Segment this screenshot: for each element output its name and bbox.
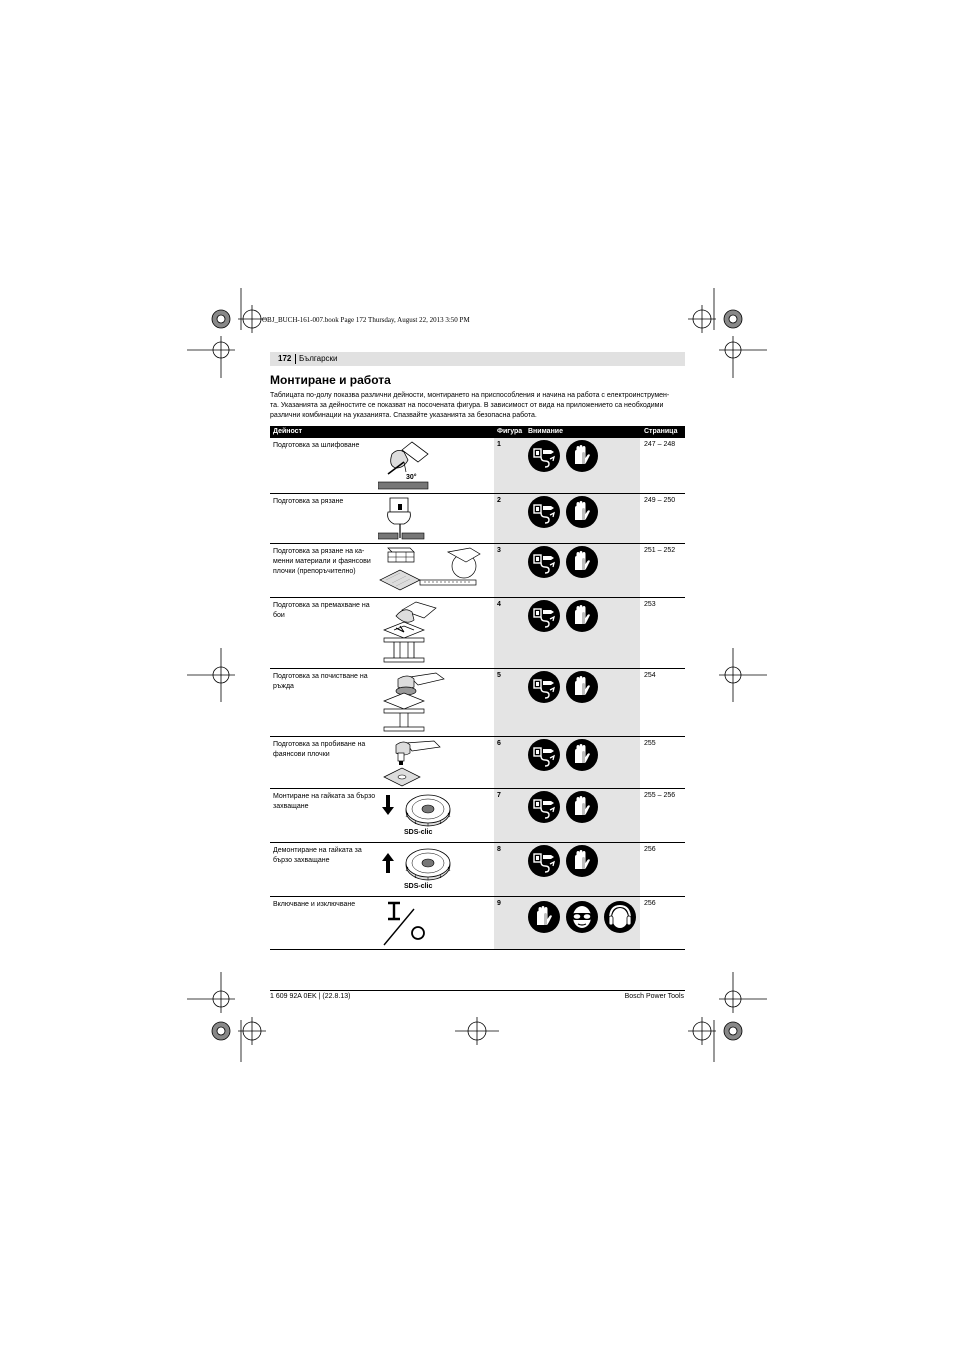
grinding-30-degree-illustration [378,440,434,492]
unplug-icon [528,440,560,472]
activity-line: фаянсови плочки [273,751,330,758]
ear-protection-icon [604,901,636,933]
page-reference: 255 – 256 [644,792,676,799]
paint-removal-illustration [380,600,440,666]
activity-cell [273,672,383,692]
gloves-icon [566,496,598,528]
sds-clic-label: SDS-clic [404,829,433,836]
footer-doc-code: 1 609 92A 0EK | (22.8.13) [270,993,351,1000]
page-header [270,352,685,366]
page-number: 172 [278,354,292,363]
table-row [270,897,685,950]
figure-number: 7 [497,792,501,799]
table-row [270,843,685,897]
activity-line: Подготовка за премахване на [273,602,370,609]
activity-cell [273,601,383,621]
intro-line: Таблицата по-долу показва различни дейности, монтирането на приспособления и начина на работа с електроинструмен- [270,392,670,399]
figure-number: 8 [497,846,501,853]
cutting-illustration [378,496,434,542]
footer-brand: Bosch Power Tools [624,993,684,1000]
gloves-icon [528,901,560,933]
activity-line: бързо захващане [273,857,330,864]
figure-number: 4 [497,601,501,608]
stone-tile-cutting-illustration [378,546,490,596]
operations-table [270,426,685,950]
activity-line: Демонтиране на гайката за [273,847,362,854]
activity-line: ръжда [273,683,294,690]
gloves-icon [566,600,598,632]
header-attention: Внимание [528,428,563,435]
activity-cell [273,547,383,577]
rust-cleaning-illustration [380,671,450,735]
table-header [270,426,685,438]
activity-line: Включване и изключване [273,901,356,908]
unplug-icon [528,791,560,823]
activity-line: плочки (препоръчително) [273,568,356,575]
table-row [270,494,685,544]
activity-cell [273,846,383,866]
sds-clic-label: SDS-clic [404,883,433,890]
activity-line: Подготовка за рязане на ка- [273,548,365,555]
angle-label: 30° [406,474,417,481]
unplug-icon [528,496,560,528]
sds-clic-mount-illustration [382,791,462,831]
activity-cell [273,497,383,507]
activity-line: захващане [273,803,309,810]
activity-line: Подготовка за рязане [273,498,344,505]
header-page: Страница [644,428,678,435]
header-figure: Фигура [497,428,523,435]
unplug-icon [528,845,560,877]
activity-line: бои [273,612,285,619]
sds-clic-dismount-illustration [382,845,462,885]
page-reference: 247 – 248 [644,441,676,448]
figure-number: 5 [497,672,501,679]
page-reference: 255 [644,740,656,747]
activity-cell [273,441,383,451]
activity-cell [273,900,383,910]
header-separator [295,354,296,364]
figure-number: 9 [497,900,501,907]
unplug-icon [528,671,560,703]
unplug-icon [528,546,560,578]
intro-line: та. Указанията за дейностите се показват на посочената фигура. В зависимост от вида на приложението са необходими [270,402,664,409]
table-row [270,544,685,598]
gloves-icon [566,440,598,472]
gloves-icon [566,546,598,578]
section-title: Монтиране и работа [270,373,391,387]
intro-line: различни комбинации на указанията. Спазвайте указанията за безопасна работа. [270,412,537,419]
activity-line: Монтиране на гайката за бързо [273,793,376,800]
figure-number: 3 [497,547,501,554]
page-reference: 254 [644,672,656,679]
table-row [270,789,685,843]
print-info: OBJ_BUCH-161-007.book Page 172 Thursday, August 22, 2013 3:50 PM [262,316,470,324]
safety-goggles-icon [566,901,598,933]
intro-paragraph [270,391,686,421]
gloves-icon [566,671,598,703]
gloves-icon [566,845,598,877]
figure-number: 1 [497,441,501,448]
page-reference: 256 [644,846,656,853]
header-activity: Дейност [273,428,303,435]
header-language: Български [299,354,338,363]
activity-cell [273,792,383,812]
page-reference: 253 [644,601,656,608]
unplug-icon [528,739,560,771]
table-row [270,438,685,494]
activity-line: Подготовка за шлифоване [273,442,360,449]
table-row [270,737,685,789]
table-row [270,669,685,737]
table-row [270,598,685,669]
figure-number: 2 [497,497,501,504]
gloves-icon [566,739,598,771]
page-reference: 251 – 252 [644,547,676,554]
activity-line: Подготовка за почистване на [273,673,368,680]
tile-drilling-illustration [380,739,450,787]
gloves-icon [566,791,598,823]
page-reference: 249 – 250 [644,497,676,504]
activity-line: Подготовка за пробиване на [273,741,366,748]
unplug-icon [528,600,560,632]
on-off-switch-illustration [380,899,440,949]
footer-rule [270,990,685,991]
page-reference: 256 [644,900,656,907]
activity-cell [273,740,383,760]
activity-line: менни материали и фаянсови [273,558,371,565]
figure-number: 6 [497,740,501,747]
